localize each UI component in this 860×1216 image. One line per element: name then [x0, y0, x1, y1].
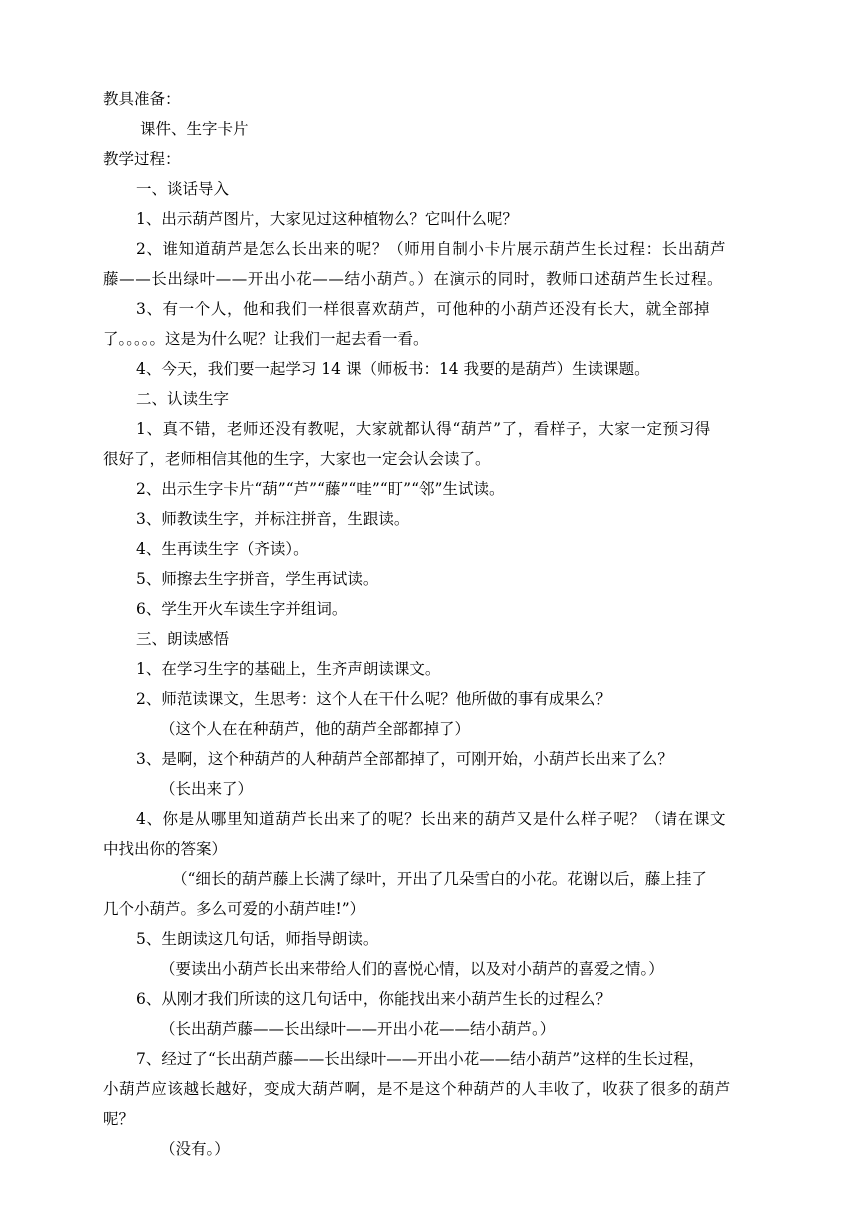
paragraph-line: 2、谁知道葫芦是怎么长出来的呢？（师用自制小卡片展示葫芦生长过程：长出葫芦 — [136, 240, 727, 258]
subsection-heading: 二、认读生字 — [136, 390, 230, 408]
paragraph-line: 了。。。。。这是为什么呢？让我们一起去看一看。 — [103, 330, 429, 348]
section-heading-process: 教学过程： — [103, 150, 181, 168]
paragraph-line: 1、出示葫芦图片，大家见过这种植物么？它叫什么呢？ — [136, 210, 518, 228]
paragraph-line: 藤——长出绿叶——开出小花——结小葫芦。）在演示的同时，教师口述葫芦生长过程。 — [103, 270, 724, 288]
section-heading-materials: 教具准备： — [103, 90, 181, 108]
paragraph-line: 小葫芦应该越长越好，变成大葫芦啊，是不是这个种葫芦的人丰收了，收获了很多的葫芦 — [103, 1080, 731, 1098]
answer-line: （长出来了） — [160, 780, 254, 798]
paragraph-line: 呢？ — [103, 1110, 135, 1128]
paragraph-line: 6、从刚才我们所读的这几句话中，你能找出来小葫芦生长的过程么？ — [136, 990, 611, 1008]
subsection-heading: 一、谈话导入 — [136, 180, 230, 198]
answer-line: （要读出小葫芦长出来带给人们的喜悦心情，以及对小葫芦的喜爱之情。） — [160, 960, 664, 978]
paragraph-line: 1、真不错，老师还没有教呢，大家就都认得“葫芦”了，看样子，大家一定预习得 — [136, 420, 711, 438]
subsection-heading: 三、朗读感悟 — [136, 630, 230, 648]
answer-line: （这个人在在种葫芦，他的葫芦全部都掉了） — [160, 720, 471, 738]
paragraph-line: 2、师范读课文，生思考：这个人在干什么呢？他所做的事有成果么？ — [136, 690, 611, 708]
paragraph-line: 课件、生字卡片 — [140, 120, 249, 138]
paragraph-line: 很好了，老师相信其他的生字，大家也一定会认会读了。 — [103, 450, 491, 468]
answer-line: （长出葫芦藤——长出绿叶——开出小花——结小葫芦。） — [160, 1020, 556, 1038]
paragraph-line: 2、出示生字卡片“葫”“芦”“藤”“哇”“盯”“邻”生试读。 — [136, 480, 505, 498]
paragraph-line: 3、有一个人，他和我们一样很喜欢葫芦，可他种的小葫芦还没有长大，就全部掉 — [136, 300, 710, 318]
answer-line: （没有。） — [160, 1140, 230, 1158]
paragraph-line: 4、你是从哪里知道葫芦长出来了的呢？长出来的葫芦又是什么样子呢？（请在课文 — [136, 810, 727, 828]
answer-line: 几个小葫芦。多么可爱的小葫芦哇!”） — [103, 900, 366, 918]
paragraph-line: 5、生朗读这几句话，师指导朗读。 — [136, 930, 379, 948]
paragraph-line: 3、是啊，这个种葫芦的人种葫芦全部都掉了，可刚开始，小葫芦长出来了么？ — [136, 750, 673, 768]
paragraph-line: 3、师教读生字，并标注拼音，生跟读。 — [136, 510, 410, 528]
paragraph-line: 中找出你的答案） — [103, 840, 228, 858]
paragraph-line: 7、经过了“长出葫芦藤——长出绿叶——开出小花——结小葫芦”这样的生长过程， — [136, 1050, 705, 1068]
paragraph-line: 6、学生开火车读生字并组词。 — [136, 600, 348, 618]
paragraph-line: 4、生再读生字（齐读）。 — [136, 540, 309, 558]
answer-line: （“细长的葫芦藤上长满了绿叶，开出了几朵雪白的小花。花谢以后，藤上挂了 — [172, 870, 707, 888]
paragraph-line: 4、今天，我们要一起学习 14 课（师板书：14 我要的是葫芦）生读课题。 — [136, 360, 650, 378]
paragraph-line: 1、在学习生字的基础上，生齐声朗读课文。 — [136, 660, 441, 678]
paragraph-line: 5、师擦去生字拼音，学生再试读。 — [136, 570, 379, 588]
